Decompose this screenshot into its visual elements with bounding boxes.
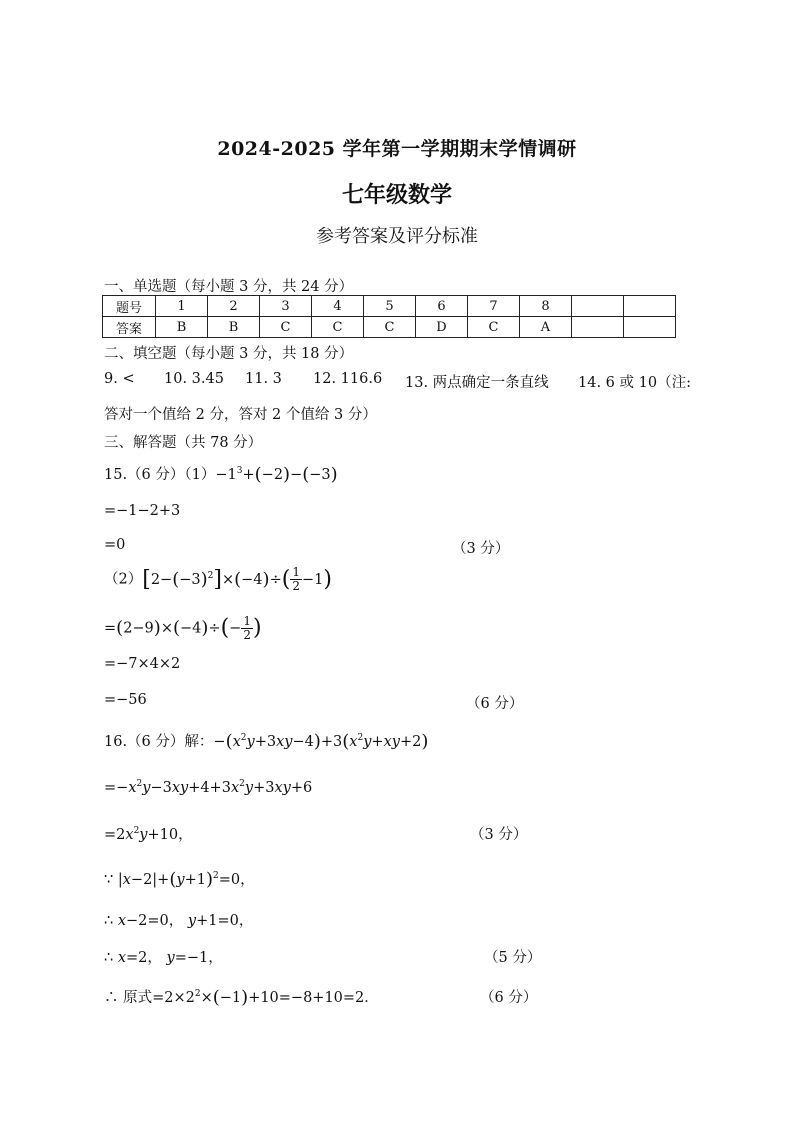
table-cell — [572, 296, 624, 317]
section1-heading: 一、单选题（每小题 3 分，共 24 分） — [104, 279, 354, 295]
q16-score-2: （5 分） — [484, 950, 542, 966]
table-cell: 4 — [312, 296, 364, 317]
table-cell: B — [208, 317, 260, 338]
table-cell: B — [156, 317, 208, 338]
fill-answer-9: 9. < — [104, 371, 135, 387]
table-cell: C — [260, 317, 312, 338]
table-cell: 6 — [416, 296, 468, 317]
q16-step-2: $=2x^2y+10$， — [104, 826, 193, 843]
table-row-label: 题号 — [103, 296, 156, 317]
table-cell: 5 — [364, 296, 416, 317]
section3-heading: 三、解答题（共 78 分） — [104, 435, 263, 451]
q15-score-1: （3 分） — [452, 541, 510, 557]
table-row-label: 答案 — [103, 317, 156, 338]
fill-answer-13: 13. 两点确定一条直线 — [405, 375, 549, 391]
q16-step-1: $=-x^2y-3xy+4+3x^2y+3xy+6$ — [104, 779, 313, 796]
table-cell: C — [468, 317, 520, 338]
fill-answer-14: 14. 6 或 10（注: — [578, 375, 691, 391]
table-row-questions — [103, 296, 676, 317]
math-expression: $-1^3+(-2)-(-3)$ — [215, 464, 338, 485]
subject-title: 七年级数学 — [341, 182, 452, 208]
q15-label: 15.（6 分）（1） — [104, 467, 216, 483]
math-expression: $[2-(-3)^2]\times(-4)\div$( $\frac{1}{2}$ −1) — [142, 565, 332, 593]
q16-step-3: ∵ $|x-2|+(y+1)^2=0$， — [104, 869, 255, 890]
table-cell — [624, 296, 676, 317]
table-cell — [624, 317, 676, 338]
table-cell: 2 — [208, 296, 260, 317]
q16-label: 16.（6 分）解： — [104, 734, 214, 750]
fill-answer-note: 答对一个值给 2 分，答对 2 个值给 3 分） — [104, 407, 377, 423]
table-row-answers — [103, 317, 676, 338]
table-cell: A — [520, 317, 572, 338]
q16-step-5: ∴ x=2， y=−1， — [104, 950, 223, 966]
q16-step-4: ∴ x−2=0， y+1=0， — [104, 913, 254, 929]
q15-step-2: =0 — [104, 537, 126, 553]
answer-table — [102, 295, 676, 338]
table-cell: D — [416, 317, 468, 338]
table-cell: 1 — [156, 296, 208, 317]
table-cell: C — [312, 317, 364, 338]
table-cell: 3 — [260, 296, 312, 317]
q15-score-2: （6 分） — [466, 696, 524, 712]
q15-part2-label: （2） — [104, 571, 143, 588]
answer-key-subtitle: 参考答案及评分标准 — [316, 226, 478, 247]
q15-step-3: =(2−9)×(−4)÷(− $\frac{1}{2}$ ) — [104, 614, 262, 642]
fill-answer-10: 10. 3.45 — [164, 371, 224, 387]
q15-expression-2 — [104, 566, 332, 593]
q16-score-3: （6 分） — [480, 990, 538, 1006]
fill-answer-12: 12. 116.6 — [313, 371, 383, 387]
table-cell: 7 — [468, 296, 520, 317]
fill-answer-11: 11. 3 — [245, 371, 282, 387]
table-cell: 8 — [520, 296, 572, 317]
q16-step-6: ∴ 原式$=2\times 2^2\times(-1)+10=-8+10=2$． — [104, 987, 379, 1008]
math-expression: $-(x^2y+3xy-4)+3(x^2y+xy+2)$ — [213, 731, 429, 752]
exam-title: 2024-2025 学年第一学期期末学情调研 — [217, 138, 577, 160]
q16-expression — [104, 730, 428, 751]
table-cell — [572, 317, 624, 338]
q15-step-1: =−1−2+3 — [104, 503, 181, 519]
q15-expression-1 — [104, 463, 338, 484]
table-cell: C — [364, 317, 416, 338]
q16-score-1: （3 分） — [470, 827, 528, 843]
section2-heading: 二、填空题（每小题 3 分，共 18 分） — [104, 346, 354, 362]
q15-step-5: =−56 — [104, 692, 147, 708]
q15-step-4: =−7×4×2 — [104, 656, 181, 672]
